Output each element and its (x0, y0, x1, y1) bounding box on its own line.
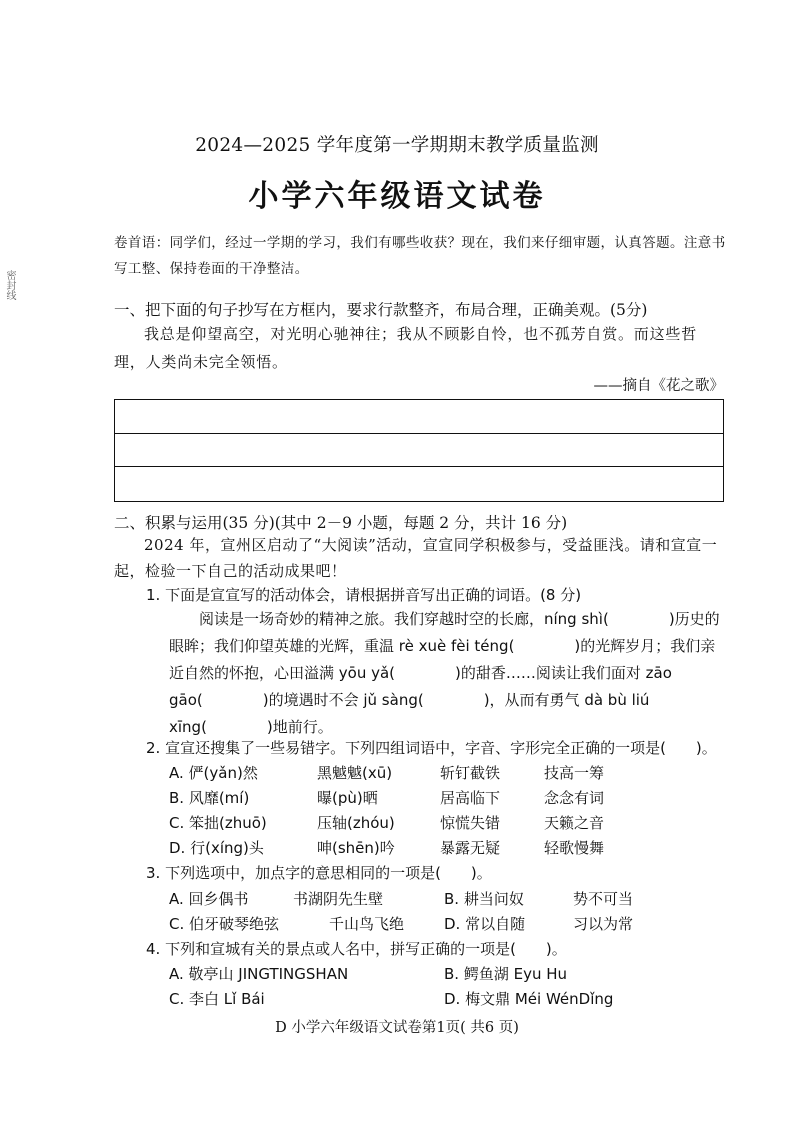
margin-binding-mark: 密封线 (4, 270, 15, 300)
q3-option-d-2: 习以为常 (573, 915, 634, 933)
q3-option-a-2: 书湖阴先生壁 (293, 890, 384, 908)
q2-option-c-2: 压轴(zhóu) (317, 814, 395, 832)
page-footer: D 小学六年级语文试卷第1页( 共6 页) (275, 1020, 519, 1036)
section2-intro: 2024 年，宣州区启动了“大阅读”活动，宣宣同学积极参与，受益匪浅。请和宣宣一起，检验一下自己的活动成果吧！ (114, 536, 718, 580)
q2-option-d-3: 暴露无疑 (440, 839, 501, 857)
q2-option-b-3: 居高临下 (440, 789, 501, 807)
q2-option-a-1: A. 俨(yǎn)然 (169, 764, 258, 782)
copy-passage: 我总是仰望高空，对光明心驰神往；我从不顾影自怜，也不孤芳自赏。而这些哲理，人类尚未完全领悟。 (114, 325, 698, 371)
q2-option-c-3: 惊慌失错 (440, 814, 501, 832)
writing-line (115, 466, 723, 467)
q2-option-b-1: B. 风靡(mí) (169, 789, 250, 807)
q3-option-b-1: B. 耕当问奴 (444, 890, 524, 908)
q2-stem: 2. 宣宣还搜集了一些易错字。下列四组词语中，字音、字形完全正确的一项是( )。 (146, 739, 717, 757)
q2-option-a-2: 黑魆魆(xū) (317, 764, 393, 782)
q2-option-c-4: 天籁之音 (544, 814, 605, 832)
copy-writing-box[interactable] (114, 399, 724, 502)
q3-option-a-1: A. 回乡偶书 (169, 890, 249, 908)
q3-stem: 3. 下列选项中，加点字的意思相同的一项是( )。 (146, 864, 492, 882)
q1-passage: 阅读是一场奇妙的精神之旅。我们穿越时空的长廊，níng shì( )历史的眼眸；我们仰望英雄的光辉，重温 rè xuè fèi téng( )的光辉岁月；我们亲近自然的怀抱，心田溢满 yōu yǎ( )的甜香……阅读让我们面对 zāo gāo( )的境遇时不会 jǔ sàng( )，从而有勇气 dà bù liú xīng( )地前行。 (169, 610, 720, 736)
passage-source: ——摘自《花之歌》 (593, 378, 724, 394)
q4-option-a: A. 敬亭山 JINGTINGSHAN (169, 965, 349, 983)
q4-stem: 4. 下列和宣城有关的景点或人名中，拼写正确的一项是( )。 (146, 940, 567, 958)
q2-option-d-1: D. 行(xíng)头 (169, 839, 264, 857)
q2-option-b-2: 曝(pù)晒 (317, 789, 378, 807)
q2-option-a-4: 技高一筹 (544, 764, 605, 782)
q3-option-c-2: 千山鸟飞绝 (329, 915, 405, 933)
q3-option-c-1: C. 伯牙破琴绝弦 (169, 915, 280, 933)
q2-option-a-3: 斩钉截铁 (440, 764, 501, 782)
section2-heading: 二、积累与运用(35 分)(其中 2－9 小题，每题 2 分，共计 16 分) (114, 514, 568, 532)
q4-option-b: B. 鳄鱼湖 Eyu Hu (444, 965, 568, 983)
q2-option-b-4: 念念有词 (544, 789, 605, 807)
q4-option-d: D. 梅文鼎 Méi WénDǐng (444, 990, 614, 1008)
q4-option-c: C. 李白 Lǐ Bái (169, 990, 265, 1008)
exam-title: 2024—2025 学年度第一学期期末教学质量监测 (195, 135, 599, 156)
q2-option-d-2: 呻(shēn)吟 (317, 839, 395, 857)
section1-heading: 一、把下面的句子抄写在方框内，要求行款整齐，布局合理，正确美观。(5分) (114, 301, 648, 319)
q2-option-c-1: C. 笨拙(zhuō) (169, 814, 267, 832)
q3-option-b-2: 势不可当 (573, 890, 634, 908)
writing-line (115, 433, 723, 434)
q2-option-d-4: 轻歌慢舞 (544, 839, 605, 857)
main-title: 小学六年级语文试卷 (248, 179, 546, 214)
q3-option-d-1: D. 常以自随 (444, 915, 526, 933)
preface-text: 卷首语：同学们，经过一学期的学习，我们有哪些收获？现在，我们来仔细审题，认真答题。注意书写工整、保持卷面的干净整洁。 (114, 235, 726, 277)
q1-stem: 1. 下面是宣宣写的活动体会，请根据拼音写出正确的词语。(8 分) (146, 586, 582, 604)
